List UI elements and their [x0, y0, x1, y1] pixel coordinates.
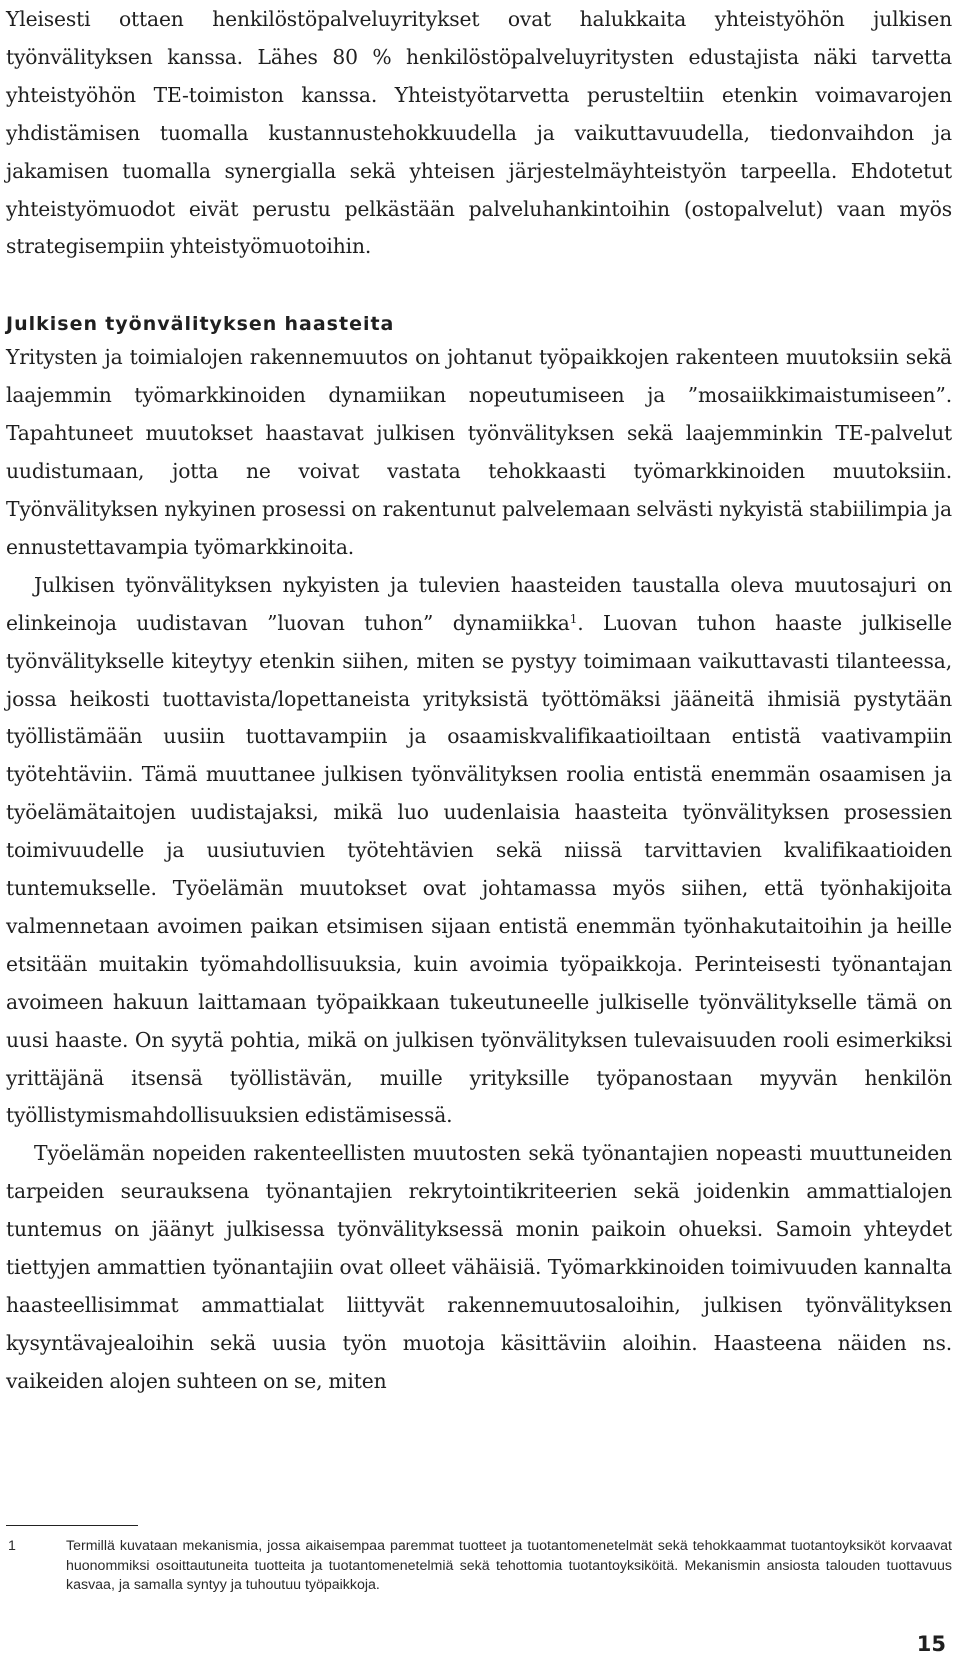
footnote-text: Termillä kuvataan mekanismia, jossa aikaisempaa paremmat tuotteet ja tuotantomenetelmät sekä tehokkaammat tuotantoyksiköt korvaavat huonommiksi osoittautuneita tuotteita ja tuotantomenetelmiä sekä tehottomia tuotantoyksiköitä. Mekanismin ansiosta talouden tuottavuus kasvaa, ja samalla syntyy ja tuhoutuu työpaikkoja.	[66, 1538, 952, 1594]
paragraph-4: Työelämän nopeiden rakenteellisten muutosten sekä työnantajien nopeasti muuttuneiden tarpeiden seurauksena työnantajien rekrytointikriteerien sekä joidenkin ammattialojen tuntemus on jäänyt julkisessa työnvälityksessä monin paikoin ohueksi. Samoin yhteydet tiettyjen ammattien työnantajiin ovat olleet vähäisiä. Työmarkkinoiden toimivuuden kannalta haasteellisimmat ammattialat liittyvät rakennemuutosaloihin, julkisen työnvälityksen kysyntävajealoihin sekä uusia työn muotoja käsittäviin aloihin. Haasteena näiden ns. vaikeiden alojen suhteen on se, miten	[6, 1141, 952, 1393]
paragraph-3	[6, 567, 952, 1136]
page-number: 15	[916, 1632, 946, 1656]
section-heading: Julkisen työnvälityksen haasteita	[6, 313, 395, 336]
paragraph-3-part-1: Julkisen työnvälityksen nykyisten ja tulevien haasteiden taustalla oleva muutosajuri on elinkeinoja uudistavan ”luovan tuhon” dynamiikka	[6, 572, 952, 635]
footnote-divider	[6, 1525, 138, 1526]
footnote-number: 1	[8, 1538, 16, 1554]
footnote-reference[interactable]: 1	[569, 611, 578, 626]
footnote	[6, 1537, 952, 1596]
paragraph-1: Yleisesti ottaen henkilöstöpalveluyritykset ovat halukkaita yhteistyöhön julkisen työnvälityksen kanssa. Lähes 80 % henkilöstöpalveluyritysten edustajista näki tarvetta yhteistyöhön TE-toimiston kanssa. Yhteistyötarvetta perusteltiin etenkin voimavarojen yhdistämisen tuomalla kustannustehokkuudella ja vaikuttavuudella, tiedonvaihdon ja jakamisen tuomalla synergialla sekä yhteisen järjestelmäyhteistyön tarpeella. Ehdotetut yhteistyömuodot eivät perustu pelkästään palveluhankintoihin (ostopalvelut) vaan myös strategisempiin yhteistyömuotoihin.	[6, 7, 952, 259]
body-text	[6, 1, 952, 1401]
paragraph-3-part-2: . Luovan tuhon haaste julkiselle työnvälitykselle kiteytyy etenkin siihen, miten se pystyy toimimaan vaikuttavasti tilanteessa, jossa heikosti tuottavista/lopettaneista yrityksistä työttömäksi jääneitä ihmisiä pystytään työllistämään uusiin tuottavampiin ja osaamiskvalifikaatioiltaan entistä vaativampiin työtehtäviin. Tämä muuttanee julkisen työnvälityksen roolia entistä enemmän osaamisen ja työelämätaitojen uudistajaksi, mikä luo uudenlaisia haasteita työnvälityksen prosessien toimivuudelle ja uusiutuvien työtehtävien sekä niissä tarvittavien kvalifikaatioiden tuntemukselle. Työelämän muutokset ovat johtamassa myös siihen, että työnhakijoita valmennetaan avoimen paikan etsimisen sijaan entistä enemmän työnhakutaitoihin ja heille etsitään muitakin työmahdollisuuksia, kuin avoimia työpaikkoja. Perinteisesti työnantajan avoimeen hakuun laittamaan työpaikkaan tukeutuneelle julkiselle työnvälitykselle tämä on uusi haaste. On syytä pohtia, mikä on julkisen työnvälityksen tulevaisuuden rooli esimerkiksi yrittäjänä itsensä työllistävän, muille yrityksille työpanostaan myyvän henkilön työllistymismahdollisuuksien edistämisessä.	[6, 610, 952, 1128]
paragraph-2: Yritysten ja toimialojen rakennemuutos on johtanut työpaikkojen rakenteen muutoksiin sekä laajemmin työmarkkinoiden dynamiikan nopeutumiseen ja ”mosaiikkimaistumiseen”. Tapahtuneet muutokset haastavat julkisen työnvälityksen sekä laajemminkin TE-palvelut uudistumaan, jotta ne voivat vastata tehokkaasti työmarkkinoiden muutoksiin. Työnvälityksen nykyinen prosessi on rakentunut palvelemaan selvästi nykyistä stabiilimpia ja ennustettavampia työmarkkinoita.	[6, 345, 952, 559]
